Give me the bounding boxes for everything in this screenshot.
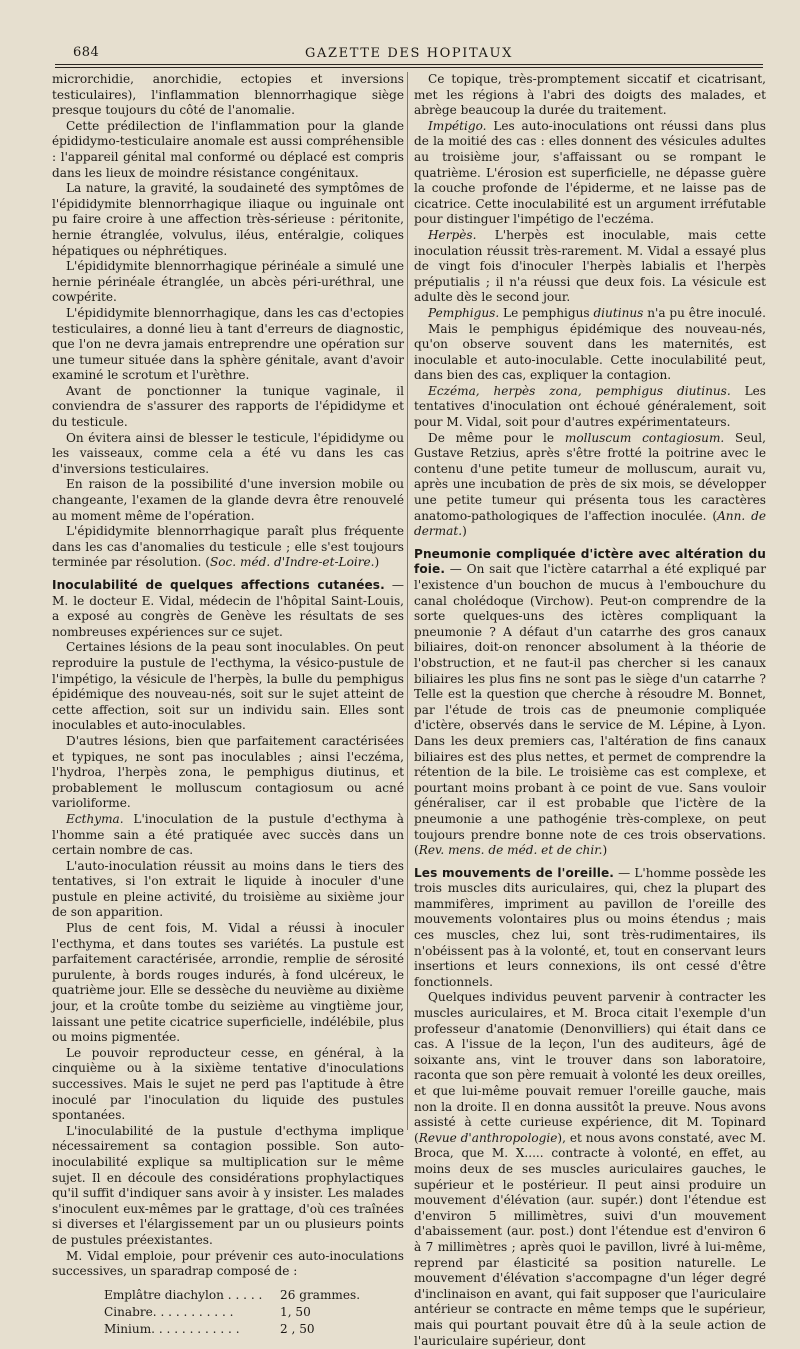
recipe-quantity: 2 , 50 [280,1321,315,1336]
paragraph: M. Vidal emploie, pour prévenir ces auto-inoculations successives, un sparadrap composé de : [52,1248,404,1279]
paragraph-text: ) [462,524,467,539]
header-rule-double [55,67,763,68]
section-lead: — On sait que l'ictère catarrhal a été expliqué par l'existence d'un bouchon de mucus à l'embouchure du canal cholédoque (Virchow). Peut-on comprendre de la sorte quelques-uns des ictères compliquant la pneumonie ? A défaut d'un catarrhe des gros canaux biliaires, doit-on renoncer absolument à la théorie de l'obstruction, et ne faut-il pas chercher si les canaux biliaires les plus fins ne sont pas le siège d'un catarrhe ? Telle est la question que cherche à résoudre M. Bonnet, par l'étude de trois cas de pneumonie compliquée d'ictère, observés dans le service de M. Lépine, à Lyon. Dans les deux premiers cas, l'altération de fins canaux biliaires est des plus nettes, et permet de comprendre la rétention de la bile. Le troisième cas est complexe, et pourtant moins probant à ce point de vue. Sans vouloir généraliser, car il est probable que l'ictère de la pneumonie a une pathogénie très-complexe, on peut toujours prendre bonne note de ces trois observations. ( [414,562,766,858]
right-column [414,72,766,1348]
paragraph [52,524,404,571]
column-divider [407,72,408,1130]
section-title: Inoculabilité de quelques affections cutanées. [52,578,385,592]
paragraph-text: L'inoculation de la pustule d'ecthyma à l'homme sain a été pratiquée avec succès dans un certain nombre de cas. [52,811,404,858]
paragraph: On évitera ainsi de blesser le testicule, l'épididyme ou les vaisseaux, comme cela a été vu dans les cas d'inversions testiculaires. [52,430,404,476]
paragraph [414,384,766,431]
paragraph-text: n'a pu être inoculé. [643,305,766,320]
term: Herpès. [428,227,477,242]
term: Eczéma, herpès zona, pemphigus diutinus. [428,383,731,398]
section-title: Pneumonie compliquée d'ictère avec altération du foie. [414,546,766,577]
header-rule [55,64,763,65]
recipe-quantity: 26 grammes. [280,1287,361,1302]
paragraph-text: Quelques individus peuvent parvenir à contracter les muscles auriculaires, et M. Broca citait l'exemple d'un professeur d'anatomie (Denonvilliers) qui était dans ce cas. A l'issue de la leçon, l'un des auditeurs, âgé de soixante ans, vint le trouver dans son laboratoire, raconta que son père remuait à volonté les deux oreilles, et que lui-même pouvait remuer l'oreille gauche, mais non la droite. Il en donna aussitôt la preuve. Nous avons assisté à cette curieuse expérience, dit M. Topinard ( [414,990,766,1145]
left-column [52,72,404,1336]
paragraph: L'auto-inoculation réussit au moins dans le tiers des tentatives, si l'on extrait le liquide à inoculer d'une pustule en pleine activité, du troisième au sixième jour de son apparition. [52,858,404,920]
paragraph: Le pouvoir reproducteur cesse, en général, à la cinquième ou à la sixième tentative d'inoculations successives. Mais le sujet ne perd pas l'aptitude à être inoculé par l'inoculation du liquide des pustules spontanées. [52,1045,404,1123]
paragraph: Mais le pemphigus épidémique des nouveau-nés, qu'on observe souvent dans les maternités, est inoculable et auto-inoculable. Cette inoculabilité peut, dans bien des cas, expliquer la contagion. [414,321,766,383]
paragraph-text: Les auto-inoculations ont réussi dans plus de la moitié des cas : elles donnent des vésicules adultes au troisième jour, s'affaissant ou se rompant le quatrième. L'érosion est superficielle, ne dépasse guère la couche profonde de l'épiderme, et ne laisse pas de cicatrice. Cette inoculabilité est un argument irréfutable pour distinguer l'impétigo de l'eczéma. [414,118,766,227]
paragraph [52,812,404,859]
recipe-ingredient: Cinabre. . . . . . . . . . . [104,1304,234,1319]
paragraph [414,228,766,306]
paragraph [414,431,766,540]
term: Pemphigus. [428,305,500,320]
paragraph-text: Seul, Gustave Retzius, après s'être frotté la poitrine avec le contenu d'une petite tumeur de molluscum, aurait vu, après une incubation de près de six mois, se développer une petite tumeur qui présenta tous les caractères anatomo-pathologiques de l'affection inoculée. ( [414,430,766,523]
paragraph: En raison de la possibilité d'une inversion mobile ou changeante, l'examen de la glande devra être renouvelé au moment même de l'opération. [52,477,404,523]
term: diutinus [593,305,644,320]
paragraph: Plus de cent fois, M. Vidal a réussi à inoculer l'ecthyma, et dans toutes ses variétés. La pustule est parfaitement caractérisée, arrondie, remplie de sérosité purulente, à bords rouges indurés, à fond ulcéreux, le quatrième jour. Elle se dessèche du neuvième au dixième jour, et la croûte tombe du seizième au vingtième jour, laissant une petite cicatrice superficielle, indélébile, plus ou moins pigmentée. [52,921,404,1045]
page-header [55,40,763,64]
recipe-ingredient: Emplâtre diachylon . . . . . [104,1287,263,1302]
paragraph-text: De même pour le [428,430,565,445]
paragraph-text: ), et nous avons constaté, avec M. Broca, que M. X..... contracte à volonté, en effet, au moins deux de ses muscles auriculaires gauches, le supérieur et le postérieur. Il peut ainsi produire un mouvement d'élévation (aur. supér.) dont l'étendue est d'environ 5 millimètres, suivi d'un mouvement d'abaissement (aur. post.) dont l'étendue est d'environ 6 à 7 millimètres ; après quoi le pavillon, livré à lui-même, reprend par élasticité sa position naturelle. Le mouvement d'élévation s'accompagne d'un léger degré d'inclinaison en avant, qui fait supposer que l'auriculaire antérieur se contracte en même temps que le supérieur, mais qui pourtant pouvait être dû à la seule action de l'auriculaire supérieur, dont [414,1130,766,1348]
paragraph-text: Les tentatives d'inoculation ont échoué généralement, soit pour M. Vidal, soit pour d'autres expérimentateurs. [414,383,766,430]
paragraph: D'autres lésions, bien que parfaitement caractérisées et typiques, ne sont pas inoculables ; ainsi l'eczéma, l'hydroa, l'herpès zona, le pemphigus diutinus, et probablement le molluscum contagiosum ou acné varioliforme. [52,733,404,811]
paragraph: Avant de ponctionner la tunique vaginale, il conviendra de s'assurer des rapports de l'épididyme et du testicule. [52,383,404,430]
section-lead: — M. le docteur E. Vidal, médecin de l'hôpital Saint-Louis, a exposé au congrès de Genève les résultats de ses nombreuses expériences sur ce sujet. [52,578,404,639]
source-citation: Rev. mens. de méd. et de chir. [418,843,603,858]
paragraph: L'inoculabilité de la pustule d'ecthyma implique nécessairement sa contagion possible. Son auto-inoculabilité explique sa multiplication sur le même sujet. Il en découle des considérations prophylactiques qu'il suffit d'indiquer sans avoir à y insister. Les malades s'inoculent eux-mêmes par le grattage, d'où ces traînées si diverses et l'élargissement par un ou plusieurs points de pustules préexistantes. [52,1123,404,1247]
source-citation: Revue d'anthropologie [418,1130,558,1145]
paragraph-text: L'herpès est inoculable, mais cette inoculation réussit très-rarement. M. Vidal a essayé plus de vingt fois d'inoculer l'herpès labialis et l'herpès préputialis ; il n'a réussi que deux fois. La vésicule est adulte dès le second jour. [414,227,766,305]
paragraph [414,119,766,228]
recipe-quantity: 1, 50 [280,1304,311,1319]
term: Impétigo. [428,118,487,133]
recipe-row [104,1321,352,1338]
recipe-ingredient: Minium. . . . . . . . . . . . [104,1321,240,1336]
paragraph-text: ) [374,555,380,570]
section-title: Les mouvements de l'oreille. [414,865,614,880]
recipe-row [104,1304,352,1321]
source-citation: Ann. de dermat. [414,508,766,539]
paragraph: L'épididymite blennorrhagique, dans les cas d'ectopies testiculaires, a donné lieu à tant d'erreurs de diagnostic, que l'on ne devra jamais entreprendre une opération sur une tumeur située dans la sphère génitale, avant d'avoir examiné le scrotum et l'urèthre. [52,305,404,383]
paragraph: Certaines lésions de la peau sont inoculables. On peut reproduire la pustule de l'ecthyma, la vésico-pustule de l'impétigo, la vésicule de l'herpès, la bulle du pemphigus épidémique des nouveau-nés, soit sur le sujet atteint de cette affection, soit sur un individu sain. Elles sont inoculables et auto-inoculables. [52,640,404,733]
paragraph: microrchidie, anorchidie, ectopies et inversions testiculaires), l'inflammation blennorrhagique siège presque toujours du côté de l'anomalie. [52,72,404,118]
paragraph-text: ) [602,843,608,858]
paragraph-text: Le pemphigus [499,305,594,320]
paragraph: L'épididymite blennorrhagique périnéale a simulé une hernie périnéale étranglée, un abcès péri-uréthral, une cowpérite. [52,259,404,305]
recipe-row [104,1287,361,1304]
paragraph: La nature, la gravité, la soudaineté des symptômes de l'épididymite blennorrhagique iliaque ou inguinale ont pu faire croire à une affection très-sérieuse : péritonite, hernie étranglée, volvulus, iléus, entéralgie, coliques hépatiques ou néphrétiques. [52,181,404,258]
page-number: 684 [73,45,100,60]
paragraph [414,990,766,1349]
term: Ecthyma. [66,811,124,826]
paragraph [414,306,766,322]
journal-title: GAZETTE DES HOPITAUX [305,46,513,61]
section-lead: — L'homme possède les trois muscles dits auriculaires, qui, chez la plupart des mammifères, impriment au pavillon de l'oreille des mouvements volontaires plus ou moins étendus ; mais ces muscles, chez lui, sont très-rudimentaires, ils n'obéissent pas à la volonté, et, tout en conservant leurs insertions et leurs connexions, ils ont cessé d'être fonctionnels. [414,865,766,989]
paragraph: Ce topique, très-promptement siccatif et cicatrisant, met les régions à l'abri des doigts des malades, et abrège beaucoup la durée du traitement. [414,72,766,118]
paragraph: Cette prédilection de l'inflammation pour la glande épididymo-testiculaire anomale est aussi compréhensible : l'appareil génital mal conformé ou déplacé est compris dans les lieux de moindre résistance congénitaux. [52,118,404,180]
term: molluscum contagiosum. [564,430,725,445]
source-citation: Soc. méd. d'Indre-et-Loire. [209,555,375,570]
recipe-list [104,1287,404,1338]
paragraph-text: L'épididymite blennorrhagique paraît plus fréquente dans les cas d'anomalies du testicule ; elle s'est toujours terminée par résolution. ( [52,524,404,570]
